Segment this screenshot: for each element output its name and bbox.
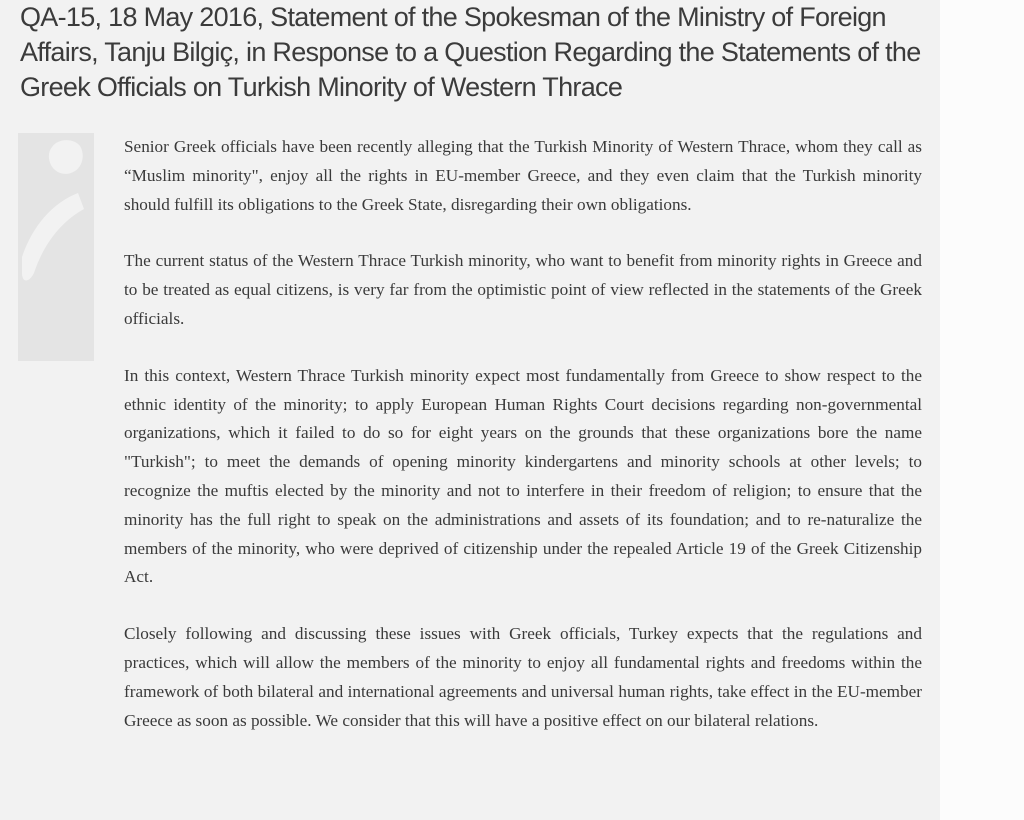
article-body xyxy=(124,133,922,763)
page-title: QA-15, 18 May 2016, Statement of the Spokesman of the Ministry of Foreign Affairs, Tanju Bilgiç, in Response to a Question Regarding the Statements of the Greek Officials on Turkish Minority of Western Thrace xyxy=(20,2,921,102)
article-paragraph: In this context, Western Thrace Turkish minority expect most fundamentally from Greece to show respect to the ethnic identity of the minority; to apply European Human Rights Court decisions regarding non-governmental organizations, which it failed to do so for eight years on the grounds that these organizations bore the name "Turkish"; to meet the demands of opening minority kindergartens and minority schools at other levels; to recognize the muftis elected by the minority and not to interfere in their freedom of religion; to ensure that the minority has the full right to speak on the administrations and assets of its foundation; and to re-naturalize the members of the minority, who were deprived of citizenship under the repealed Article 19 of the Greek Citizenship Act. xyxy=(124,365,922,587)
ministry-logo-watermark-icon xyxy=(18,133,94,361)
right-gutter xyxy=(940,0,1024,820)
article-paragraph: Senior Greek officials have been recently alleging that the Turkish Minority of Western Thrace, whom they call as “Muslim minority", enjoy all the rights in EU-member Greece, and they even claim that the Turkish minority should fulfill its obligations to the Greek State, disregarding their own obligations. xyxy=(124,137,922,214)
article-paragraph: Closely following and discussing these issues with Greek officials, Turkey expects that the regulations and practices, which will allow the members of the minority to enjoy all fundamental rights and freedoms within the framework of both bilateral and international agreements and universal human rights, take effect in the EU-member Greece as soon as possible. We consider that this will have a positive effect on our bilateral relations. xyxy=(124,624,922,730)
article-paragraph: The current status of the Western Thrace Turkish minority, who want to benefit from minority rights in Greece and to be treated as equal citizens, is very far from the optimistic point of view reflected in the statements of the Greek officials. xyxy=(124,251,922,328)
